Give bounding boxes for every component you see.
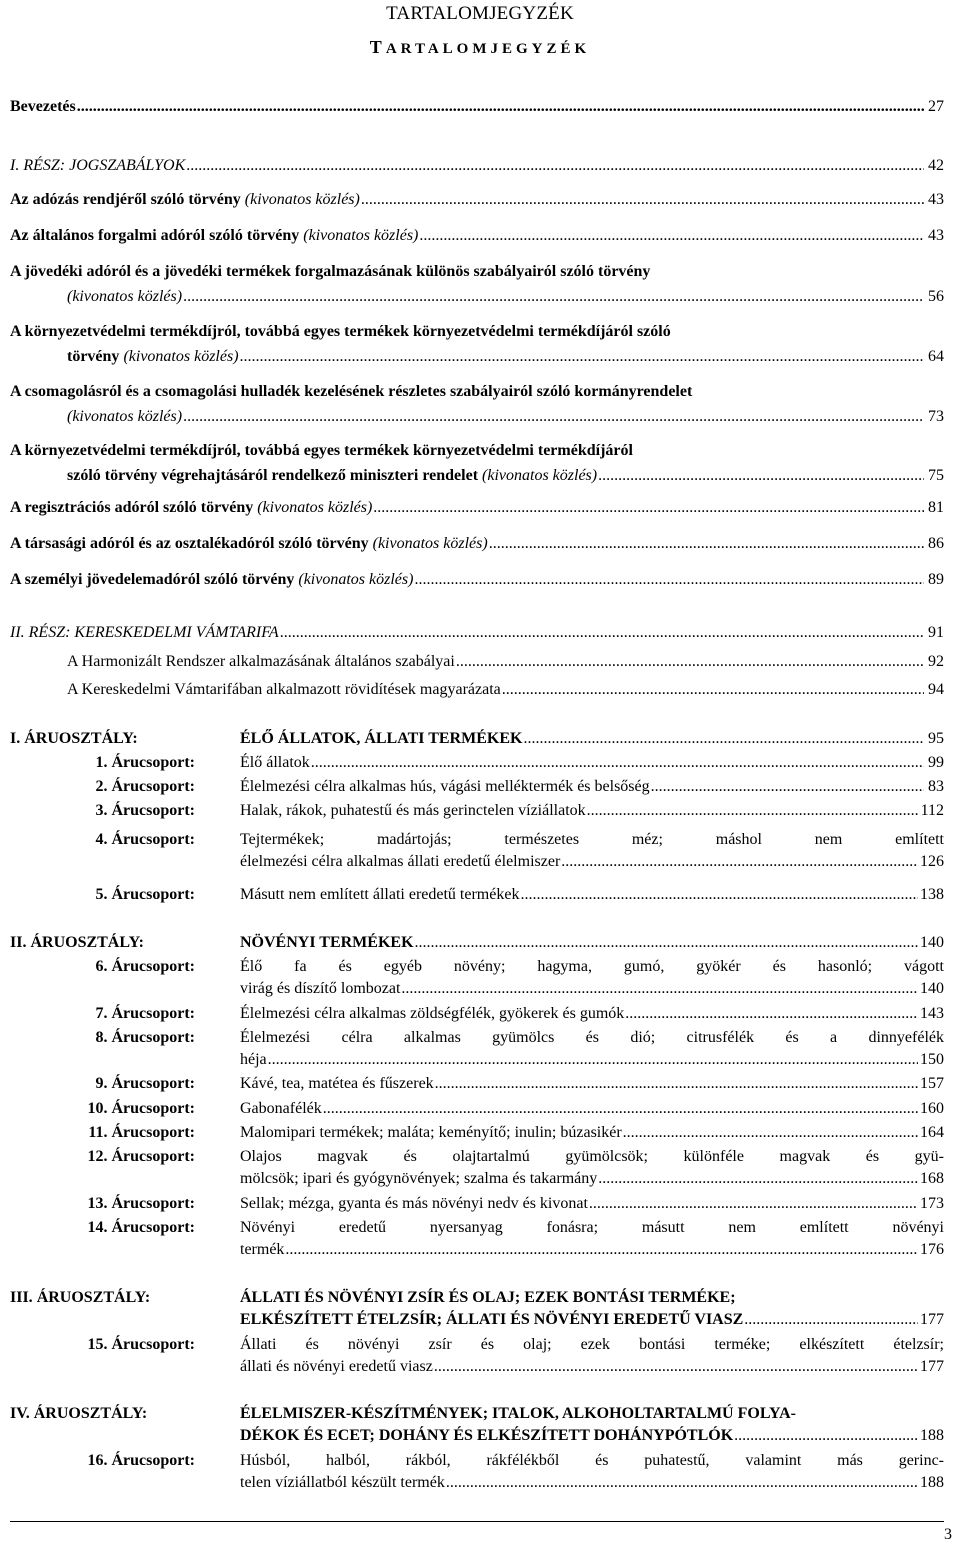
toc-line: [240, 1168, 944, 1190]
dot-leader: [589, 1193, 918, 1215]
group-number: [10, 1027, 195, 1049]
toc-entry-page: 73: [928, 408, 944, 425]
group-label: Árucsoport:: [111, 1336, 195, 1353]
group-number: [10, 1146, 195, 1168]
toc-entry-text: ÉLŐ ÁLLATOK, ÁLLATI TERMÉKEK: [240, 730, 523, 747]
group-label: Árucsoport:: [111, 1005, 195, 1022]
toc-line: [240, 800, 944, 822]
group-num: 13.: [87, 1195, 112, 1212]
toc-entry-text: Sellak; mézga, gyanta és más növényi nedv és kivonat: [240, 1195, 588, 1212]
toc-entry-page: 95: [928, 730, 944, 747]
group-entry[interactable]: [10, 956, 944, 1000]
toc-entry-text: állati és növényi eredetű viasz: [240, 1358, 433, 1375]
toc-entry-page: 140: [920, 934, 944, 951]
group-title: [240, 1217, 944, 1261]
dot-leader: [435, 1073, 918, 1095]
dot-leader: [561, 851, 918, 873]
dot-leader: [446, 1472, 918, 1494]
toc-entry-note: (kivonatos közlés): [67, 408, 183, 425]
dot-leader: [434, 1356, 918, 1378]
group-title: [240, 1193, 944, 1215]
group-entry[interactable]: [10, 1027, 944, 1071]
group-number: [10, 884, 195, 906]
section-number: [10, 1287, 240, 1309]
toc-line: [240, 978, 944, 1000]
group-num: 2.: [95, 778, 112, 795]
page-number: 3: [944, 1526, 952, 1543]
toc-entry-page: 42: [928, 157, 944, 174]
section-heading[interactable]: [10, 728, 944, 750]
group-number: [10, 956, 195, 978]
toc-entry-page: 89: [928, 571, 944, 588]
section-roman: I.: [10, 730, 25, 747]
toc-line: [240, 752, 944, 774]
toc-entry-page: 138: [920, 886, 944, 903]
toc-entry-page: 56: [928, 288, 944, 305]
group-entry[interactable]: [10, 1122, 944, 1144]
group-title: [240, 1003, 944, 1025]
section-title: [240, 932, 944, 954]
group-num: 3.: [95, 802, 112, 819]
toc-entry-text: A Harmonizált Rendszer alkalmazásának általános szabályai: [67, 653, 455, 670]
group-title: [240, 776, 944, 798]
toc-entry-page: 27: [928, 98, 944, 115]
group-number: [10, 1122, 195, 1144]
toc-entry-page: 83: [928, 778, 944, 795]
dot-leader: [598, 1168, 918, 1190]
group-label: Árucsoport:: [111, 1452, 195, 1469]
toc-entry-law4[interactable]: [10, 321, 944, 368]
toc-entry-text-2: törvény: [67, 348, 120, 365]
toc-line: [240, 728, 944, 750]
group-entry[interactable]: [10, 1146, 944, 1190]
toc-entry-page: 64: [928, 348, 944, 365]
group-title: [240, 829, 944, 873]
toc-entry-text: Kávé, tea, matétea és fűszerek: [240, 1075, 434, 1092]
dot-leader: [734, 1425, 918, 1447]
toc-entry-text: A társasági adóról és az osztalékadóról szóló törvény: [10, 535, 369, 552]
section-number: [10, 932, 240, 954]
toc-entry-page: 75: [928, 467, 944, 484]
toc-entry-note: (kivonatos közlés): [372, 535, 488, 552]
running-head: TARTALOMJEGYZÉK: [386, 3, 574, 24]
group-title-line: Húsból, halból, rákból, rákfélékből és puhatestű, valamint más gerinc-: [240, 1452, 944, 1469]
toc-entry-law7[interactable]: [10, 497, 944, 519]
toc-entry-page: 164: [920, 1124, 944, 1141]
toc-entry-law3[interactable]: [10, 261, 944, 308]
toc-line: [240, 1472, 944, 1494]
group-title: [240, 956, 944, 1000]
dot-leader: [625, 1003, 918, 1025]
toc-entry-text: NÖVÉNYI TERMÉKEK: [240, 934, 414, 951]
section-number: [10, 1403, 240, 1425]
toc-line: [240, 1003, 944, 1025]
section-heading[interactable]: [10, 932, 944, 954]
group-label: Árucsoport:: [111, 1195, 195, 1212]
toc-line: [240, 776, 944, 798]
toc-entry-text: Az adózás rendjéről szóló törvény: [10, 191, 241, 208]
toc-line: [240, 1073, 944, 1095]
dot-leader: [587, 800, 919, 822]
toc-entry-page: 160: [920, 1100, 944, 1117]
group-title: [240, 1450, 944, 1494]
toc-entry-text: héja: [240, 1051, 267, 1068]
toc-entry-part2[interactable]: [10, 622, 944, 644]
group-entry[interactable]: [10, 1217, 944, 1261]
section-title-line: ÁLLATI ÉS NÖVÉNYI ZSÍR ÉS OLAJ; EZEK BONTÁSI TERMÉKE;: [240, 1289, 736, 1306]
group-num: 10.: [87, 1100, 112, 1117]
dot-leader: [311, 752, 924, 774]
toc-entry-page: 157: [920, 1075, 944, 1092]
group-num: 4.: [95, 831, 112, 848]
group-title: [240, 800, 944, 822]
group-label: Árucsoport:: [111, 1029, 195, 1046]
toc-entry-text: A regisztrációs adóról szóló törvény: [10, 499, 254, 516]
toc-line: [240, 1425, 944, 1447]
toc-entry-page: 188: [920, 1474, 944, 1491]
toc-entry-note: (kivonatos közlés): [244, 191, 360, 208]
group-num: 9.: [95, 1075, 112, 1092]
toc-entry-text: I. RÉSZ: JOGSZABÁLYOK: [10, 157, 186, 174]
toc-entry-page: 92: [928, 653, 944, 670]
group-number: [10, 1217, 195, 1239]
toc-entry-page: 176: [920, 1241, 944, 1258]
group-label: Árucsoport:: [111, 754, 195, 771]
group-number: [10, 800, 195, 822]
section-number: [10, 728, 240, 750]
dot-leader: [268, 1049, 918, 1071]
toc-line: [240, 1098, 944, 1120]
group-entry[interactable]: [10, 829, 944, 873]
section-title: [240, 1287, 944, 1331]
toc-entry-page: 126: [920, 853, 944, 870]
section-label: ÁRUOSZTÁLY:: [33, 1405, 148, 1422]
toc-entry-note: (kivonatos közlés): [298, 571, 414, 588]
toc-entry-page: 168: [920, 1170, 944, 1187]
toc-line: [240, 1239, 944, 1261]
toc-line: [240, 884, 944, 906]
group-number: [10, 1334, 195, 1356]
group-entry[interactable]: [10, 1003, 944, 1025]
group-label: Árucsoport:: [111, 886, 195, 903]
group-number: [10, 1003, 195, 1025]
group-num: 16.: [87, 1452, 112, 1469]
toc-entry-law9[interactable]: [10, 569, 944, 591]
toc-entry-note: (kivonatos közlés): [123, 348, 239, 365]
toc-line: [240, 1356, 944, 1378]
toc-entry-note: (kivonatos közlés): [303, 227, 419, 244]
toc-entry-text: A Kereskedelmi Vámtarifában alkalmazott rövidítések magyarázata: [67, 681, 501, 698]
group-entry[interactable]: [10, 1073, 944, 1095]
toc-entry-text: Halak, rákok, puhatestű és más gerinctelen víziállatok: [240, 802, 586, 819]
toc-entry-text: ELKÉSZÍTETT ÉTELZSÍR; ÁLLATI ÉS NÖVÉNYI EREDETŰ VIASZ: [240, 1311, 744, 1328]
toc-entry-note: (kivonatos közlés): [257, 499, 373, 516]
group-title-line: Növényi eredetű nyersanyag fonásra; másutt nem említett növényi: [240, 1219, 944, 1236]
group-title: [240, 1334, 944, 1378]
group-num: 7.: [95, 1005, 112, 1022]
toc-entry-law5[interactable]: [10, 381, 944, 428]
toc-entry-text: A jövedéki adóról és a jövedéki termékek forgalmazásának különös szabályairól szóló törvény: [10, 263, 651, 280]
toc-entry-part1[interactable]: [10, 155, 944, 177]
toc-entry-text: A környezetvédelmi termékdíjról, továbbá egyes termékek környezetvédelmi termékdíjáról szóló: [10, 323, 671, 340]
toc-entry-law8[interactable]: [10, 533, 944, 555]
toc-entry-text: telen víziállatból készült termék: [240, 1474, 445, 1491]
group-title: [240, 752, 944, 774]
toc-entry-page: 140: [920, 980, 944, 997]
group-number: [10, 829, 195, 851]
group-title-line: Élő fa és egyéb növény; hagyma, gumó, gyökér és hasonló; vágott: [240, 958, 944, 975]
toc-line: [240, 851, 944, 873]
dot-leader: [523, 728, 924, 750]
toc-line: [240, 1122, 944, 1144]
toc-entry-page: 91: [928, 624, 944, 641]
group-number: [10, 776, 195, 798]
group-title-line: Olajos magvak és olajtartalmú gyümölcsök; különféle magvak és gyü-: [240, 1148, 944, 1165]
group-label: Árucsoport:: [111, 958, 195, 975]
dot-leader: [285, 1239, 918, 1261]
toc-entry-harmonized[interactable]: [10, 651, 944, 673]
group-num: 11.: [88, 1124, 112, 1141]
toc-entry-page: 86: [928, 535, 944, 552]
toc-entry-text: Gabonafélék: [240, 1100, 322, 1117]
toc-entry-text: DÉKOK ÉS ECET; DOHÁNY ÉS ELKÉSZÍTETT DOHÁNYPÓTLÓK: [240, 1427, 734, 1444]
group-num: 8.: [95, 1029, 112, 1046]
toc-entry-text: virág és díszítő lombozat: [240, 980, 401, 997]
toc-entry-law1[interactable]: [10, 189, 944, 211]
group-num: 6.: [95, 958, 112, 975]
dot-leader: [651, 776, 924, 798]
toc-entry-text: Az általános forgalmi adóról szóló törvény: [10, 227, 300, 244]
toc-entry-text: A személyi jövedelemadóról szóló törvény: [10, 571, 295, 588]
toc-entry-text: Másutt nem említett állati eredetű termékek: [240, 886, 520, 903]
section-roman: II.: [10, 934, 31, 951]
toc-entry-text: termék: [240, 1241, 285, 1258]
toc-entry-page: 143: [920, 1005, 944, 1022]
footer-rule: [10, 1521, 944, 1522]
group-label: Árucsoport:: [111, 1219, 195, 1236]
group-title: [240, 1098, 944, 1120]
group-label: Árucsoport:: [111, 831, 195, 848]
section-label: ÁRUOSZTÁLY:: [36, 1289, 151, 1306]
dot-leader: [415, 932, 918, 954]
toc-entry-page: 99: [928, 754, 944, 771]
dot-leader: [623, 1122, 918, 1144]
toc-line: [240, 1309, 944, 1331]
group-entry[interactable]: [10, 776, 944, 798]
toc-entry-law2[interactable]: [10, 225, 944, 247]
group-label: Árucsoport:: [111, 1100, 195, 1117]
toc-entry-bevezetes[interactable]: [10, 96, 944, 118]
dot-leader: [401, 978, 918, 1000]
toc-entry-page: 177: [920, 1358, 944, 1375]
page-title: [0, 37, 960, 58]
group-number: [10, 1450, 195, 1472]
toc-entry-text: A csomagolásról és a csomagolási hulladék kezelésének részletes szabályairól szóló kormányrendelet: [10, 383, 693, 400]
toc-line: [240, 1049, 944, 1071]
group-num: 5.: [95, 886, 112, 903]
toc-entry-page: 173: [920, 1195, 944, 1212]
toc-entry-page: 81: [928, 499, 944, 516]
dot-leader: [744, 1309, 918, 1331]
group-num: 1.: [95, 754, 112, 771]
group-num: 15.: [87, 1336, 112, 1353]
toc-entry-page: 150: [920, 1051, 944, 1068]
group-number: [10, 1073, 195, 1095]
toc-entry-text: Élő állatok: [240, 754, 310, 771]
toc-entry-note: (kivonatos közlés): [67, 288, 183, 305]
group-title: [240, 1122, 944, 1144]
section-heading[interactable]: [10, 1403, 944, 1447]
group-num: 12.: [87, 1148, 112, 1165]
toc-entry-text: Élelmezési célra alkalmas zöldségfélék, gyökerek és gumók: [240, 1005, 625, 1022]
group-entry[interactable]: [10, 1193, 944, 1215]
toc-entry-page: 177: [920, 1311, 944, 1328]
toc-entry-page: 43: [928, 191, 944, 208]
title-initial: T: [369, 37, 386, 57]
group-entry[interactable]: [10, 800, 944, 822]
section-heading[interactable]: [10, 1287, 944, 1331]
group-label: Árucsoport:: [111, 1148, 195, 1165]
section-title-line: ÉLELMISZER-KÉSZÍTMÉNYEK; ITALOK, ALKOHOLTARTALMÚ FOLYA-: [240, 1405, 796, 1422]
group-title-line: Állati és növényi zsír és olaj; ezek bontási terméke; elkészített ételzsír;: [240, 1336, 944, 1353]
group-number: [10, 1098, 195, 1120]
toc-line: [240, 932, 944, 954]
group-label: Árucsoport:: [111, 1075, 195, 1092]
group-title: [240, 1073, 944, 1095]
group-number: [10, 752, 195, 774]
toc-entry-note: (kivonatos közlés): [482, 467, 598, 484]
toc-entry-text: élelmezési célra alkalmas állati eredetű élelmiszer: [240, 853, 561, 870]
group-label: Árucsoport:: [111, 778, 195, 795]
toc-line: [240, 1193, 944, 1215]
toc-entry-text: Bevezetés: [10, 98, 76, 115]
toc-entry-text: II. RÉSZ: KERESKEDELMI VÁMTARIFA: [10, 624, 279, 641]
toc-entry-text: A környezetvédelmi termékdíjról, továbbá egyes termékek környezetvédelmi termékdíjáról: [10, 442, 633, 459]
toc-entry-abbreviations[interactable]: [10, 679, 944, 701]
title-rest: ARTALOMJEGYZÉK: [385, 41, 591, 57]
toc-entry-page: 94: [928, 681, 944, 698]
toc-entry-page: 188: [920, 1427, 944, 1444]
section-title: [240, 1403, 944, 1447]
section-label: ÁRUOSZTÁLY:: [24, 730, 138, 747]
group-entry[interactable]: [10, 752, 944, 774]
toc-entry-text-2: szóló törvény végrehajtásáról rendelkező miniszteri rendelet: [67, 467, 479, 484]
section-roman: III.: [10, 1289, 37, 1306]
group-number: [10, 1193, 195, 1215]
group-title: [240, 1027, 944, 1071]
group-entry[interactable]: [10, 1334, 944, 1378]
section-label: ÁRUOSZTÁLY:: [30, 934, 144, 951]
group-title: [240, 884, 944, 906]
group-title: [240, 1146, 944, 1190]
group-entry[interactable]: [10, 1450, 944, 1494]
toc-entry-text: mölcsök; ipari és gyógynövények; szalma és takarmány: [240, 1170, 598, 1187]
group-label: Árucsoport:: [111, 802, 195, 819]
dot-leader: [520, 884, 918, 906]
toc-entry-text: Élelmezési célra alkalmas hús, vágási melléktermék és belsőség: [240, 778, 650, 795]
toc-entry-page: 112: [920, 802, 944, 819]
group-entry[interactable]: [10, 884, 944, 906]
group-title-line: Élelmezési célra alkalmas gyümölcs és dió; citrusfélék és a dinnyefélék: [240, 1029, 944, 1046]
section-roman: IV.: [10, 1405, 34, 1422]
toc-entry-law6[interactable]: [10, 440, 944, 487]
toc-entry-page: 43: [928, 227, 944, 244]
group-entry[interactable]: [10, 1098, 944, 1120]
toc-entry-text: Malomipari termékek; maláta; keményítő; inulin; búzasikér: [240, 1124, 622, 1141]
section-title: [240, 728, 944, 750]
group-label: Árucsoport:: [111, 1124, 195, 1141]
group-title-line: Tejtermékek; madártojás; természetes méz; máshol nem említett: [240, 831, 944, 848]
dot-leader: [323, 1098, 918, 1120]
group-num: 14.: [87, 1219, 112, 1236]
